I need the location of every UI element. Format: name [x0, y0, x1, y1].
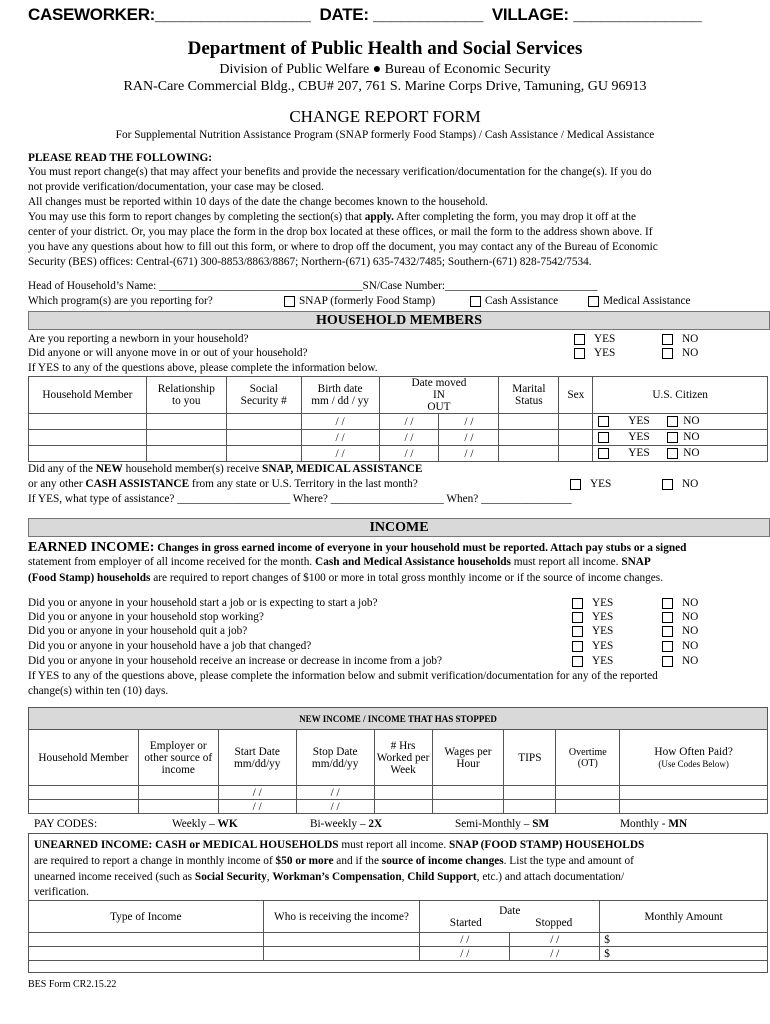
newborn-yes-checkbox[interactable]	[574, 334, 585, 345]
no-label: NO	[682, 597, 699, 609]
instruction-line: You must report change(s) that may affect your benefits and provide the necessary verification/documentation for the change(s). If you do	[28, 166, 652, 178]
date-field[interactable]: DATE: ____________	[319, 5, 483, 24]
income-table-title: NEW INCOME / INCOME THAT HAS STOPPED	[29, 708, 768, 730]
caseworker-field[interactable]: CASEWORKER:_________________	[28, 5, 311, 24]
move-yes-checkbox[interactable]	[574, 348, 585, 359]
unearned-line2: are required to report a change in monthly income of $50 or more and if the source of income changes. List the type and amount of	[34, 855, 634, 867]
col-wages: Wages per Hour	[432, 730, 504, 786]
instruction-line: Security (BES) offices: Central-(671) 300-8853/8863/8867; Northern-(671) 635-7432/7485; Southern-(671) 828-7542/7534.	[28, 256, 592, 268]
village-field[interactable]: VILLAGE: ______________	[491, 5, 702, 24]
cash-label: Cash Assistance	[485, 295, 559, 307]
citizen-no-checkbox[interactable]	[667, 448, 678, 459]
programs-line: For Supplemental Nutrition Assistance Program (SNAP formerly Food Stamps) / Cash Assistance / Medical Assistance	[115, 129, 655, 141]
pay-code-monthly: Monthly - MN	[620, 818, 688, 830]
income-question: Did you or anyone in your household receive an increase or decrease in income from a job?	[28, 655, 443, 667]
snap-checkbox[interactable]	[284, 296, 295, 307]
newborn-no-checkbox[interactable]	[662, 334, 673, 345]
assistance-no-checkbox[interactable]	[662, 479, 673, 490]
table-row[interactable]: / / / / / / YES NO	[29, 446, 768, 462]
table-row[interactable]: / / / / / / YES NO	[29, 430, 768, 446]
household-members-table	[28, 376, 768, 462]
col-household-member: Household Member	[29, 730, 139, 786]
col-stop-date: Stop Date mm/dd/yy	[296, 730, 374, 786]
instruction-line: not provide verification/documentation, your case may be closed.	[28, 181, 324, 193]
unearned-line4: verification.	[34, 886, 89, 898]
table-row[interactable]: / / / / $	[29, 947, 768, 961]
table-header-row	[29, 730, 768, 786]
instruction-line: You may use this form to report changes by completing the section(s) that apply. After completing the form, you may drop it off at the	[28, 211, 636, 223]
assistance-question-line1: Did any of the NEW household member(s) receive SNAP, MEDICAL ASSISTANCE	[28, 463, 423, 475]
col-birth-date: Birth date mm / dd / yy	[301, 377, 379, 414]
move-no-checkbox[interactable]	[662, 348, 673, 359]
move-question: Did anyone or will anyone move in or out of your household?	[28, 347, 308, 359]
citizen-yes-checkbox[interactable]	[598, 416, 609, 427]
citizen-no-checkbox[interactable]	[667, 416, 678, 427]
yes-label: YES	[590, 478, 612, 490]
income-followup-line2: change(s) within ten (10) days.	[28, 685, 169, 697]
col-start-date: Start Date mm/dd/yy	[218, 730, 296, 786]
income-yes-checkbox[interactable]	[572, 598, 583, 609]
pay-code-semimonthly: Semi-Monthly – SM	[455, 818, 550, 830]
head-of-household-field[interactable]: Head of Household’s Name: ____________________________________SN/Case Number:___________________________	[28, 280, 598, 292]
col-employer: Employer or other source of income	[138, 730, 218, 786]
table-row[interactable]: / / / /	[29, 800, 768, 814]
no-label: NO	[682, 640, 699, 652]
earned-income-line1: EARNED INCOME: Changes in gross earned income of everyone in your household must be reported. Attach pay stubs or a signed	[28, 540, 687, 555]
col-date-moved: Date moved INOUT	[379, 377, 499, 414]
no-label: NO	[682, 347, 699, 359]
col-who-receiving: Who is receiving the income?	[263, 901, 420, 933]
instruction-line: All changes must be reported within 10 days of the date the change becomes known to the household.	[28, 196, 488, 208]
assistance-yes-checkbox[interactable]	[570, 479, 581, 490]
no-label: NO	[682, 333, 699, 345]
new-income-table	[28, 707, 768, 814]
yes-label: YES	[592, 640, 614, 652]
col-tips: TIPS	[504, 730, 556, 786]
col-relationship: Relationship to you	[146, 377, 226, 414]
assistance-details-field[interactable]: If YES, what type of assistance? ____________________ Where? ____________________ When? ________________	[28, 493, 572, 505]
no-label: NO	[682, 655, 699, 667]
income-yes-checkbox[interactable]	[572, 626, 583, 637]
household-section-title: HOUSEHOLD MEMBERS	[28, 311, 770, 330]
yes-label: YES	[594, 347, 616, 359]
col-monthly-amount: Monthly Amount	[600, 901, 768, 933]
assistance-question-line2: or any other CASH ASSISTANCE from any state or U.S. Territory in the last month?	[28, 478, 418, 490]
yes-label: YES	[592, 625, 614, 637]
no-label: NO	[682, 611, 699, 623]
income-yes-checkbox[interactable]	[572, 656, 583, 667]
yes-label: YES	[592, 611, 614, 623]
citizen-yes-checkbox[interactable]	[598, 448, 609, 459]
income-no-checkbox[interactable]	[662, 612, 673, 623]
pay-code-biweekly: Bi-weekly – 2X	[310, 818, 383, 830]
unearned-line1: UNEARNED INCOME: CASH or MEDICAL HOUSEHOLDS must report all income. SNAP (FOOD STAMP) HOUSEHOLDS	[34, 839, 645, 851]
income-no-checkbox[interactable]	[662, 656, 673, 667]
household-followup: If YES to any of the questions above, please complete the information below.	[28, 362, 378, 374]
income-question: Did you or anyone in your household start a job or is expecting to start a job?	[28, 597, 378, 609]
income-question: Did you or anyone in your household quit a job?	[28, 625, 248, 637]
table-row[interactable]: / / / /	[29, 786, 768, 800]
income-followup-line1: If YES to any of the questions above, please complete the information below and submit verification/documentation for any of the reported	[28, 670, 658, 682]
header-fields	[28, 5, 701, 25]
no-label: NO	[682, 625, 699, 637]
table-row[interactable]: / / / / $	[29, 933, 768, 947]
income-section-title: INCOME	[28, 518, 770, 537]
income-no-checkbox[interactable]	[662, 626, 673, 637]
medical-label: Medical Assistance	[603, 295, 691, 307]
program-question: Which program(s) are you reporting for?	[28, 295, 213, 307]
col-overtime: Overtime (OT)	[556, 730, 620, 786]
form-title: CHANGE REPORT FORM	[289, 107, 481, 126]
income-no-checkbox[interactable]	[662, 598, 673, 609]
col-hours: # Hrs Worked per Week	[374, 730, 432, 786]
col-household-member: Household Member	[29, 377, 147, 414]
instruction-line: you have any questions about how to fill out this form, or where to drop off the document, you may contact any of the Bureau of Economic	[28, 241, 658, 253]
col-ssn: Social Security #	[226, 377, 301, 414]
income-yes-checkbox[interactable]	[572, 641, 583, 652]
snap-label: SNAP (formerly Food Stamp)	[299, 295, 436, 307]
citizen-no-checkbox[interactable]	[667, 432, 678, 443]
yes-label: YES	[592, 655, 614, 667]
earned-income-line2: statement from employer of all income received for the month. Cash and Medical Assistance households must report all income. SNAP	[28, 556, 651, 568]
instruction-line: center of your district. Or, you may place the form in the drop box located at these offices, or mail the form to the address shown above. If	[28, 226, 653, 238]
address-line: RAN-Care Commercial Bldg., CBU# 207, 761 S. Marine Corps Drive, Tamuning, GU 96913	[123, 79, 647, 94]
col-date: Date Started Stopped	[420, 901, 600, 933]
income-yes-checkbox[interactable]	[572, 612, 583, 623]
no-label: NO	[682, 478, 699, 490]
col-sex: Sex	[559, 377, 593, 414]
cash-checkbox[interactable]	[470, 296, 481, 307]
table-row[interactable]: / / / / / / YES NO	[29, 414, 768, 430]
pay-codes-label: PAY CODES:	[34, 818, 98, 830]
earned-income-line3: (Food Stamp) households are required to report changes of $100 or more in total gross monthly income or if the source of income changes.	[28, 572, 664, 584]
col-how-often: How Often Paid? (Use Codes Below)	[620, 730, 768, 786]
instructions-heading: PLEASE READ THE FOLLOWING:	[28, 152, 213, 164]
medical-checkbox[interactable]	[588, 296, 599, 307]
income-question: Did you or anyone in your household have a job that changed?	[28, 640, 312, 652]
col-type-of-income: Type of Income	[29, 901, 264, 933]
col-marital-status: Marital Status	[499, 377, 559, 414]
income-question: Did you or anyone in your household stop working?	[28, 611, 264, 623]
yes-label: YES	[594, 333, 616, 345]
division-line: Division of Public Welfare ● Bureau of Economic Security	[219, 62, 551, 77]
unearned-income-table	[28, 900, 768, 961]
pay-code-weekly: Weekly – WK	[172, 818, 238, 830]
unearned-line3: unearned income received (such as Social Security, Workman’s Compensation, Child Support, etc.) and attach documentation/	[34, 871, 625, 883]
citizen-yes-checkbox[interactable]	[598, 432, 609, 443]
col-citizen: U.S. Citizen	[593, 377, 768, 414]
form-id: BES Form CR2.15.22	[28, 979, 117, 990]
newborn-question: Are you reporting a newborn in your household?	[28, 333, 249, 345]
income-no-checkbox[interactable]	[662, 641, 673, 652]
table-header-row	[29, 377, 768, 414]
department-title: Department of Public Health and Social Services	[187, 38, 583, 59]
table-header-row	[29, 901, 768, 933]
yes-label: YES	[592, 597, 614, 609]
